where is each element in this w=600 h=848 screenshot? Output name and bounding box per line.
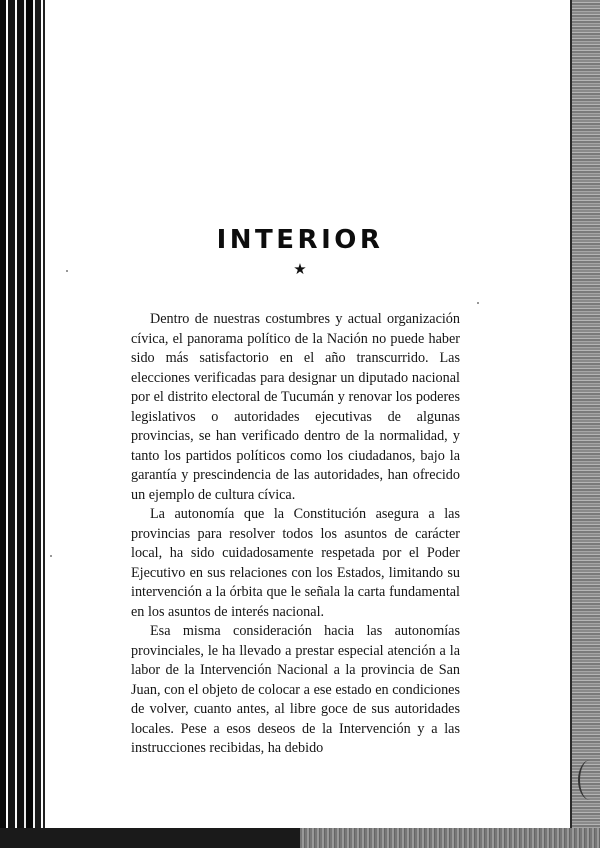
scan-border-left [0, 0, 41, 848]
paragraph: Esa misma consideración hacia las autonomías provinciales, le ha llevado a prestar especial atención a la labor de la Intervención Nacional a la provincia de San Juan, con el objeto de colocar a ese estado en condiciones de volver, cuanto antes, al libre goce de sus autoridades locales. Pese a esos deseos de la Intervención y a las instrucciones recibidas, ha debido [131, 623, 460, 756]
page-corner-curl [578, 760, 600, 800]
scan-border-right [572, 0, 600, 848]
scan-speck [477, 302, 479, 304]
star-ornament: ★ [293, 262, 307, 278]
scan-border-bottom-light [300, 828, 600, 848]
paragraph: La autonomía que la Constitución asegura a las provincias para resolver todos los asuntos de carácter local, ha sido cuidadosamente respetada por el Poder Ejecutivo en sus relaciones con los Estados, limitando su intervención a la órbita que le señala la carta fundamental en los asuntos de interés nacional. [131, 506, 460, 620]
scan-speck [50, 555, 52, 557]
scan-border-line [43, 0, 45, 848]
section-heading: INTERIOR [216, 225, 384, 255]
paragraph: Dentro de nuestras costumbres y actual organización cívica, el panorama político de la Nación no puede haber sido más satisfactorio en el año transcurrido. Las elecciones verificadas para designar un diputado nacional por el distrito electoral de Tucumán y renovar los poderes legislativos o autoridades ejecutivas de algunas provincias, se han verificado dentro de la normalidad, y tanto los partidos políticos como los ciudadanos, bajo la garantía y prescindencia de las autoridades, han ofrecido un ejemplo de cultura cívica. [131, 311, 460, 503]
body-text [131, 310, 460, 759]
